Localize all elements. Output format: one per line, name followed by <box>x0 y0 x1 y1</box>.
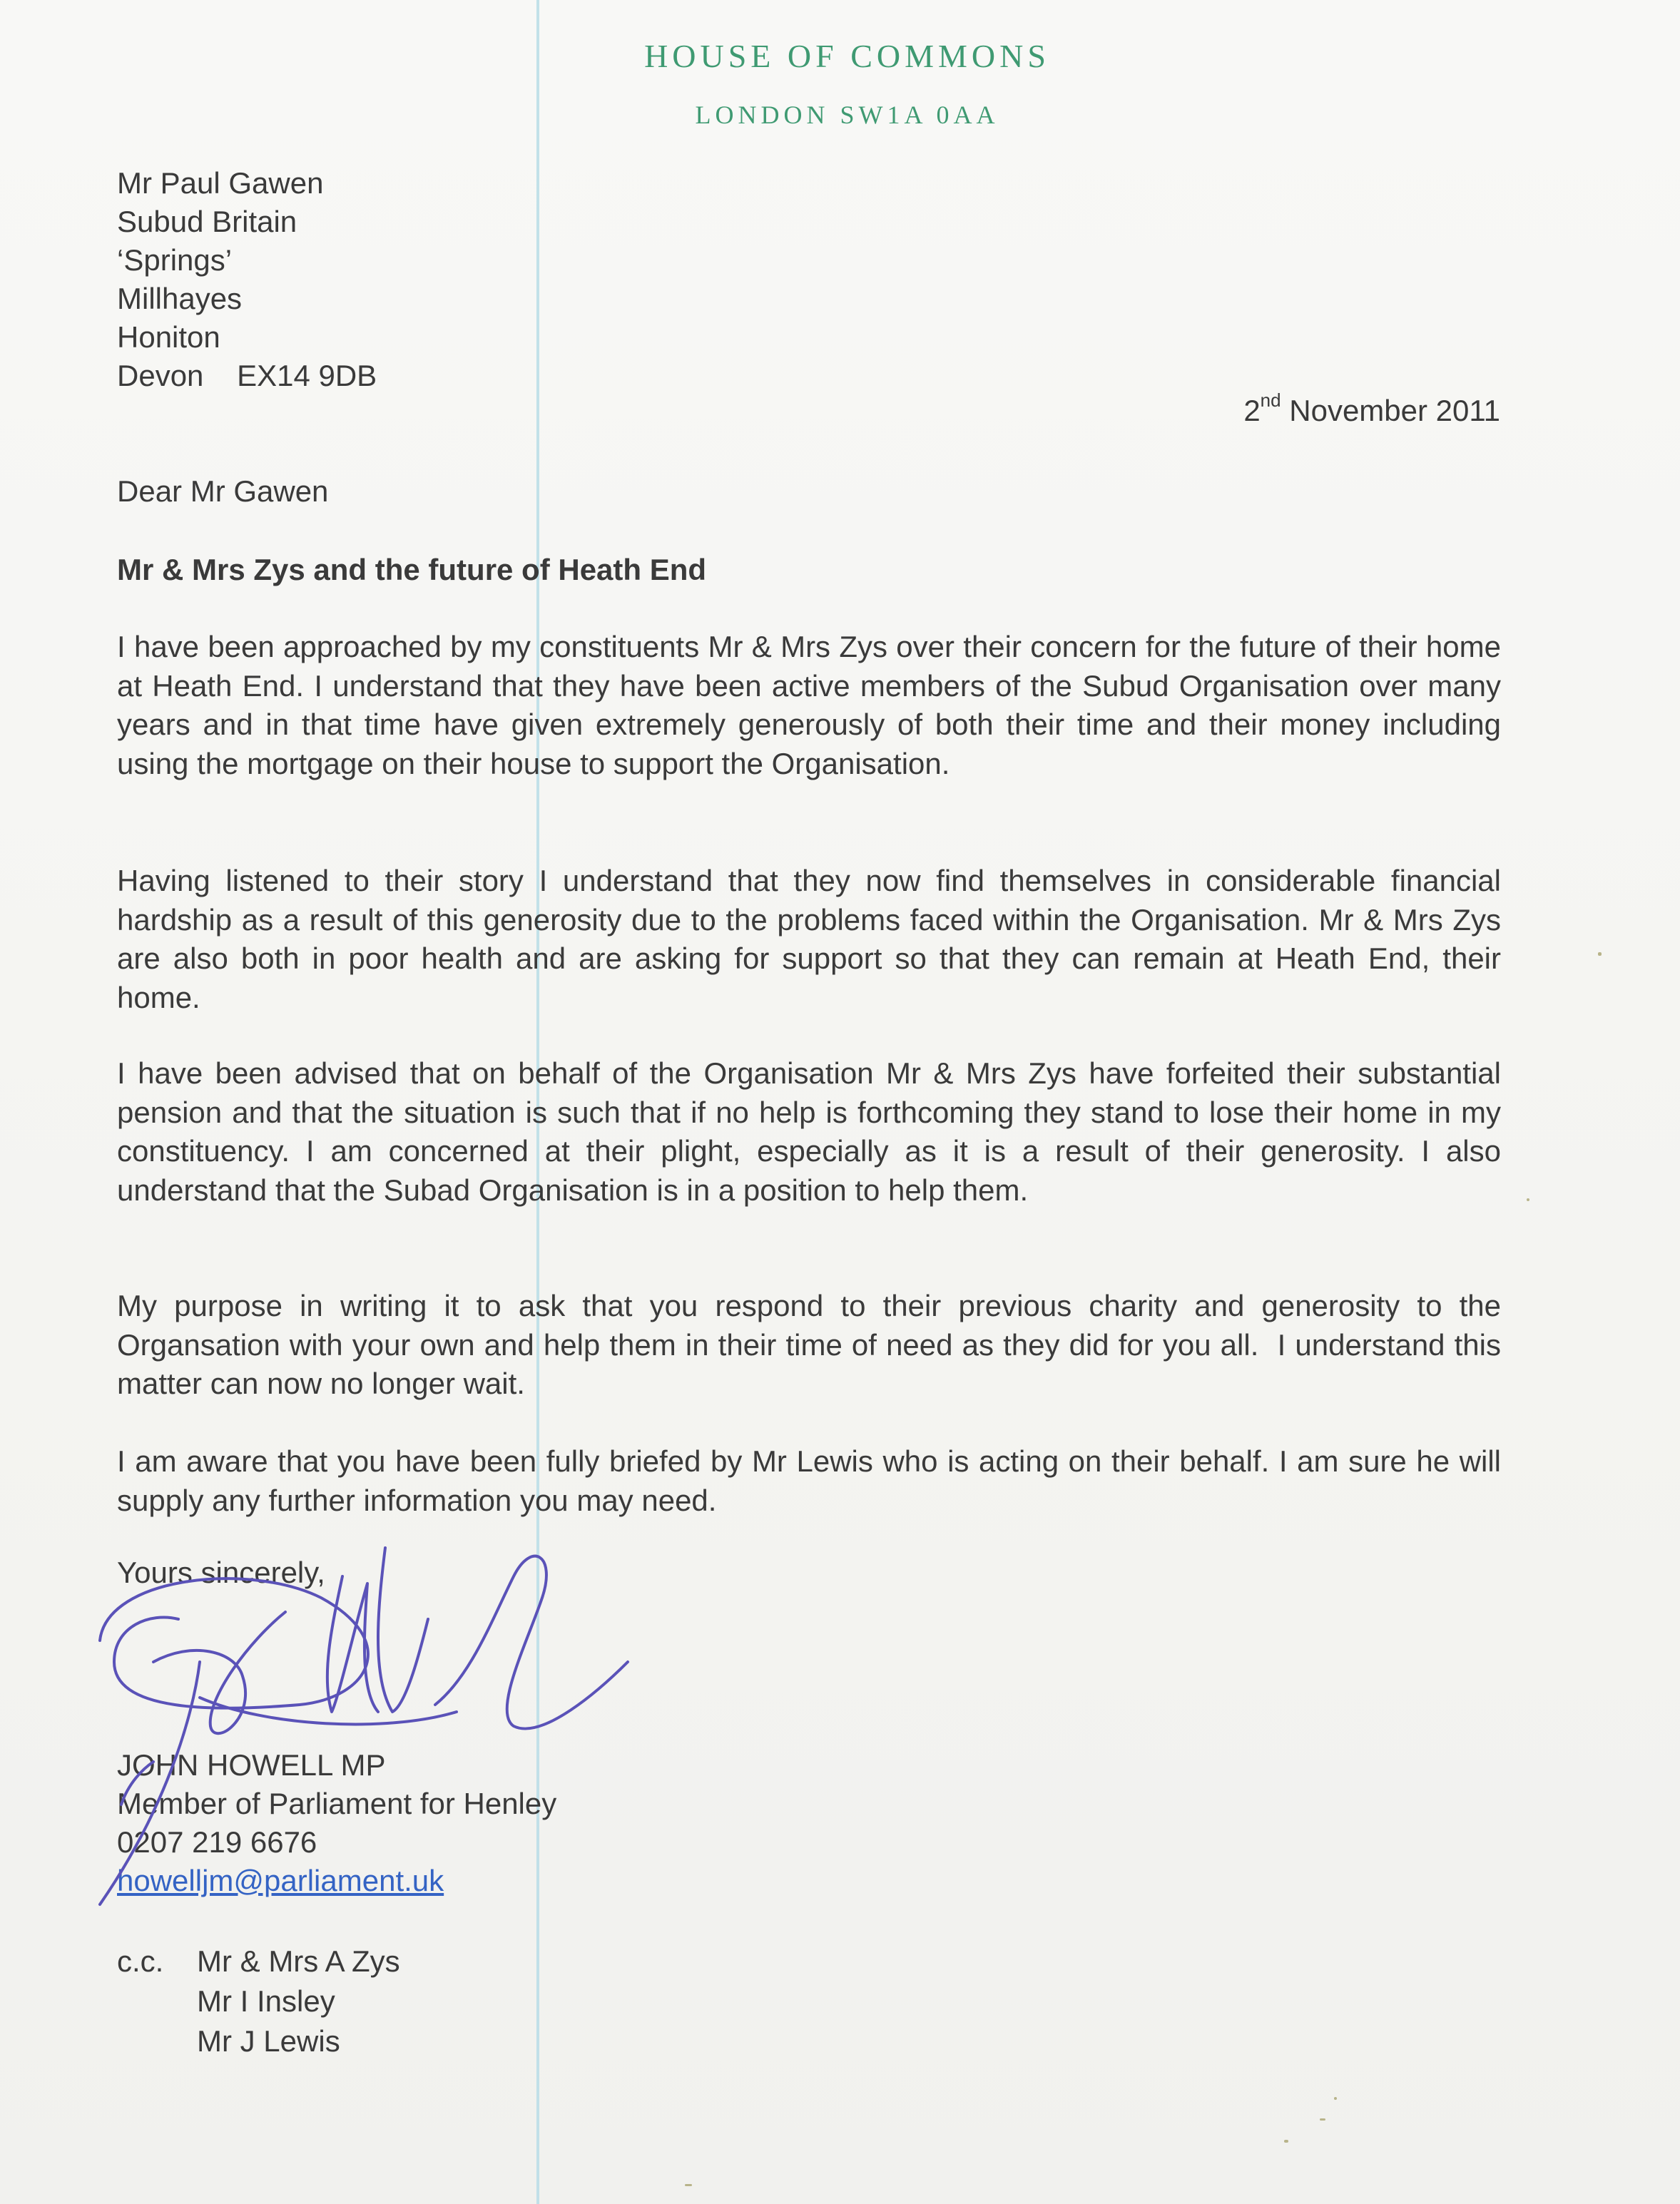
signatory-email-link[interactable]: howelljm@parliament.uk <box>117 1864 444 1897</box>
body-paragraph: I have been approached by my constituents Mr & Mrs Zys over their concern for the future of their home at Heath End. I understand that they have been active members of the Subud Organisation over many years and in that time have given extremely generously of both their time and their money including using the mortgage on their house to support the Organisation. <box>117 630 1501 780</box>
handwritten-signature <box>86 1534 671 1961</box>
body-paragraph: I have been advised that on behalf of the Organisation Mr & Mrs Zys have forfeited their substantial pension and that the situation is such that if no help is forthcoming they stand to lose their home in my constituency. I am concerned at their plight, especially as it is a result of their generosity. I also understand that the Subad Organisation is in a position to help them. <box>117 1056 1501 1207</box>
recipient-line: ‘Springs’ <box>117 243 233 277</box>
cc-recipient: Mr J Lewis <box>197 2024 340 2058</box>
cc-list <box>197 1942 400 2061</box>
letterhead-address: LONDON SW1A 0AA <box>695 101 999 129</box>
recipient-line: Honiton <box>117 320 220 354</box>
date-suffix: nd <box>1260 389 1281 411</box>
body-paragraph: My purpose in writing it to ask that you respond to their previous charity and generosity to the Organsation with your own and help them in their time of need as they did for you all. I understand this matter can now no longer wait. <box>117 1289 1510 1400</box>
cc-recipient: Mr & Mrs A Zys <box>197 1944 400 1978</box>
salutation: Dear Mr Gawen <box>117 474 329 508</box>
letter-date <box>1243 389 1500 428</box>
cc-label: c.c. <box>117 1944 164 1978</box>
subject-line: Mr & Mrs Zys and the future of Heath End <box>117 553 707 586</box>
signatory-phone: 0207 219 6676 <box>117 1825 317 1859</box>
recipient-address <box>117 164 377 395</box>
recipient-line: Subud Britain <box>117 205 297 238</box>
recipient-line: Mr Paul Gawen <box>117 166 324 200</box>
body-paragraph: Having listened to their story I understand that they now find themselves in considerable financial hardship as a result of this generosity due to the problems faced within the Organisation. Mr & Mrs Zys are also both in poor health and are asking for support so that they can remain at Heath End, their home. <box>117 864 1501 1014</box>
letterhead-title: HOUSE OF COMMONS <box>644 38 1050 74</box>
body-paragraph: I am aware that you have been fully briefed by Mr Lewis who is acting on their behalf. I am sure he will supply any further information you may need. <box>117 1444 1501 1517</box>
date-rest: November 2011 <box>1281 394 1500 427</box>
signatory-role: Member of Parliament for Henley <box>117 1787 557 1820</box>
recipient-line: Devon EX14 9DB <box>117 359 377 392</box>
closing: Yours sincerely, <box>117 1556 325 1589</box>
date-day: 2 <box>1243 394 1261 427</box>
cc-recipient: Mr I Insley <box>197 1984 335 2018</box>
signatory-name: JOHN HOWELL MP <box>117 1748 386 1782</box>
recipient-line: Millhayes <box>117 282 243 315</box>
